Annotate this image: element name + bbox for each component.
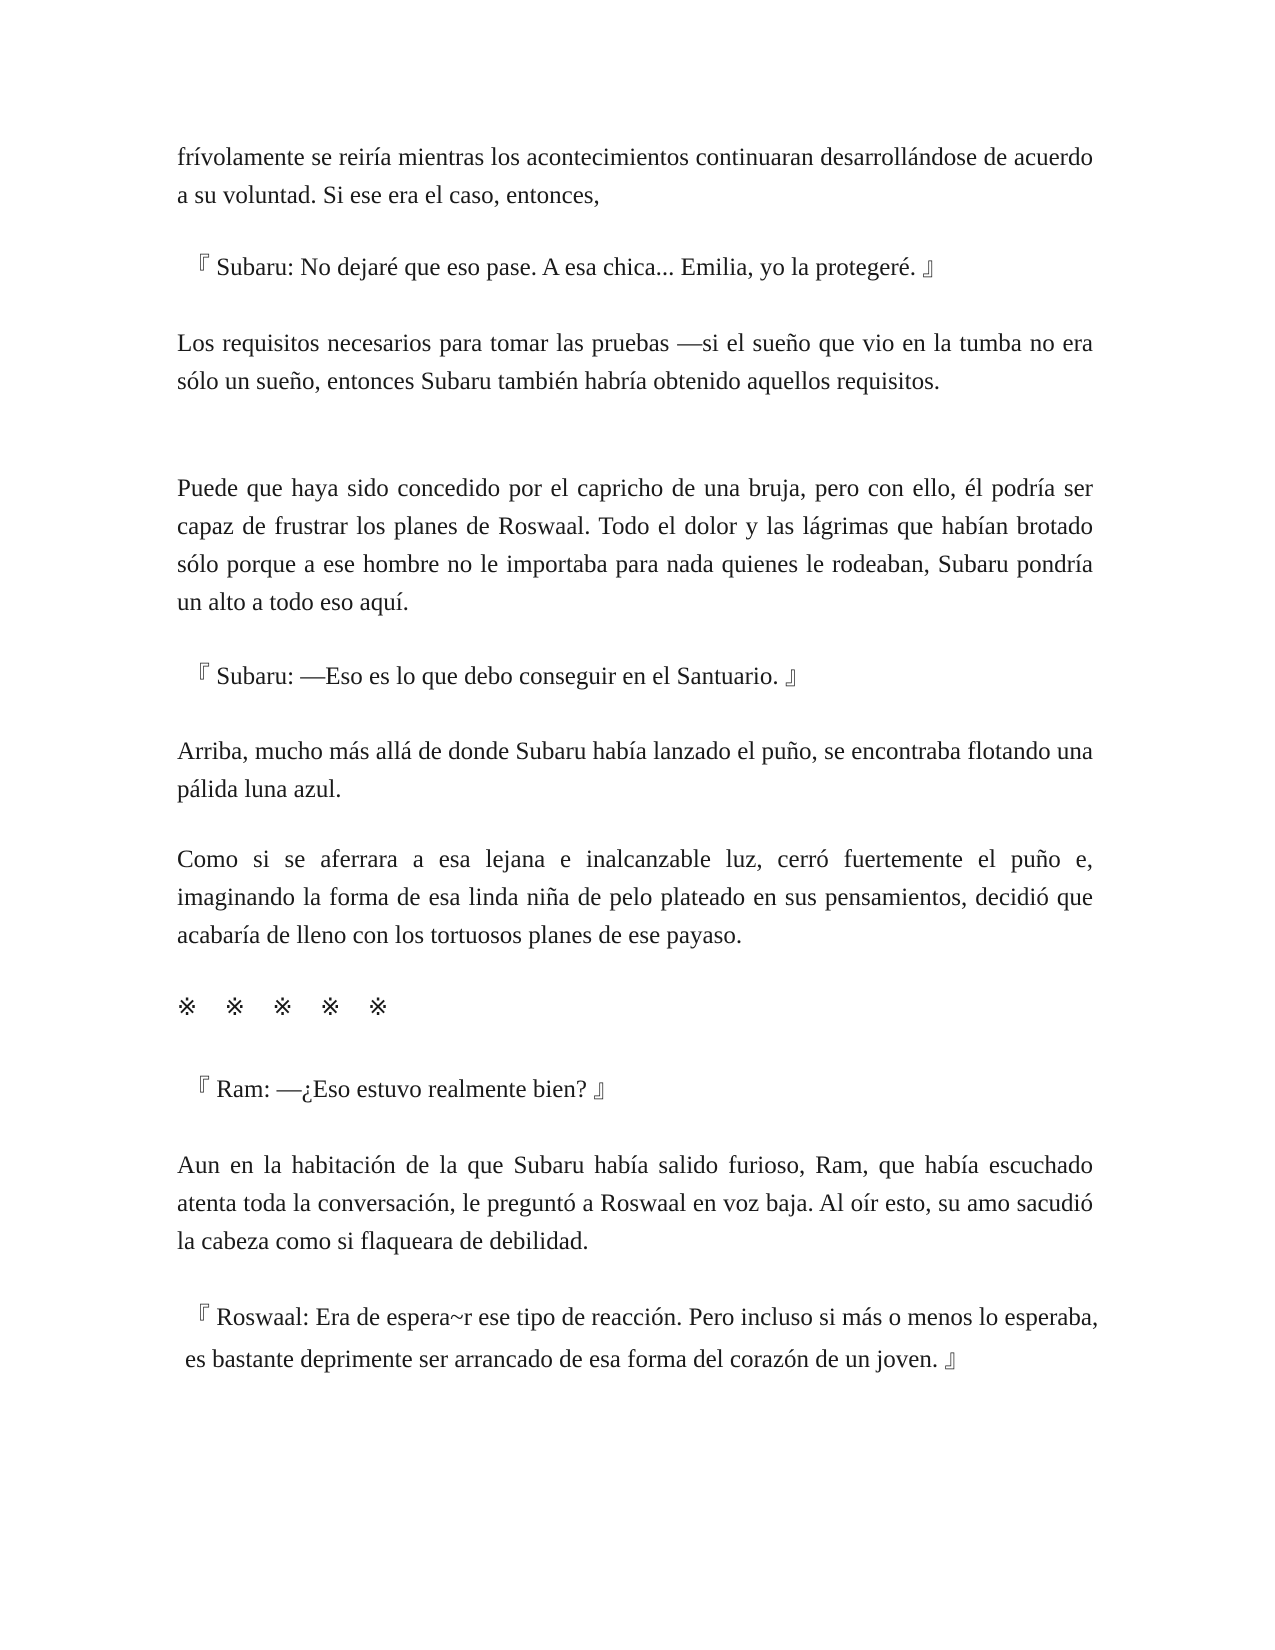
paragraph-6: Aun en la habitación de la que Subaru había salido furioso, Ram, que había escuchado atenta toda la conversación, le preguntó a Roswaal en voz baja. Al oír esto, su amo sacudió la cabeza como si flaqueara de debilidad. bbox=[177, 1152, 1093, 1255]
scene-separator: ※ ※ ※ ※ ※ bbox=[177, 993, 399, 1021]
paragraph-4: Arriba, mucho más allá de donde Subaru había lanzado el puño, se encontraba flotando una pálida luna azul. bbox=[177, 738, 1093, 803]
dialogue-roswaal: 『 Roswaal: Era de espera~r ese tipo de reacción. Pero incluso si más o menos lo esperaba, es bastante deprimente ser arrancado de esa forma del corazón de un joven. 』 bbox=[185, 1304, 1099, 1373]
paragraph-2: Los requisitos necesarios para tomar las pruebas —si el sueño que vio en la tumba no era sólo un sueño, entonces Subaru también habría obtenido aquellos requisitos. bbox=[177, 330, 1093, 395]
paragraph-5: Como si se aferrara a esa lejana e inalcanzable luz, cerró fuertemente el puño e, imaginando la forma de esa linda niña de pelo plateado en sus pensamientos, decidió que acabaría de lleno con los tortuosos planes de ese payaso. bbox=[177, 846, 1093, 949]
dialogue-subaru-1: 『 Subaru: No dejaré que eso pase. A esa chica... Emilia, yo la protegeré. 』 bbox=[185, 254, 948, 281]
dialogue-subaru-2: 『 Subaru: —Eso es lo que debo conseguir en el Santuario. 』 bbox=[185, 663, 810, 690]
dialogue-ram: 『 Ram: —¿Eso estuvo realmente bien? 』 bbox=[185, 1076, 619, 1103]
paragraph-3: Puede que haya sido concedido por el capricho de una bruja, pero con ello, él podría ser capaz de frustrar los planes de Roswaal. Todo el dolor y las lágrimas que habían brotado sólo porque a ese hombre no le importaba para nada quienes le rodeaban, Subaru pondría un alto a todo eso aquí. bbox=[177, 475, 1093, 616]
paragraph-1: frívolamente se reiría mientras los acontecimientos continuaran desarrollándose de acuerdo a su voluntad. Si ese era el caso, entonces, bbox=[177, 144, 1093, 209]
